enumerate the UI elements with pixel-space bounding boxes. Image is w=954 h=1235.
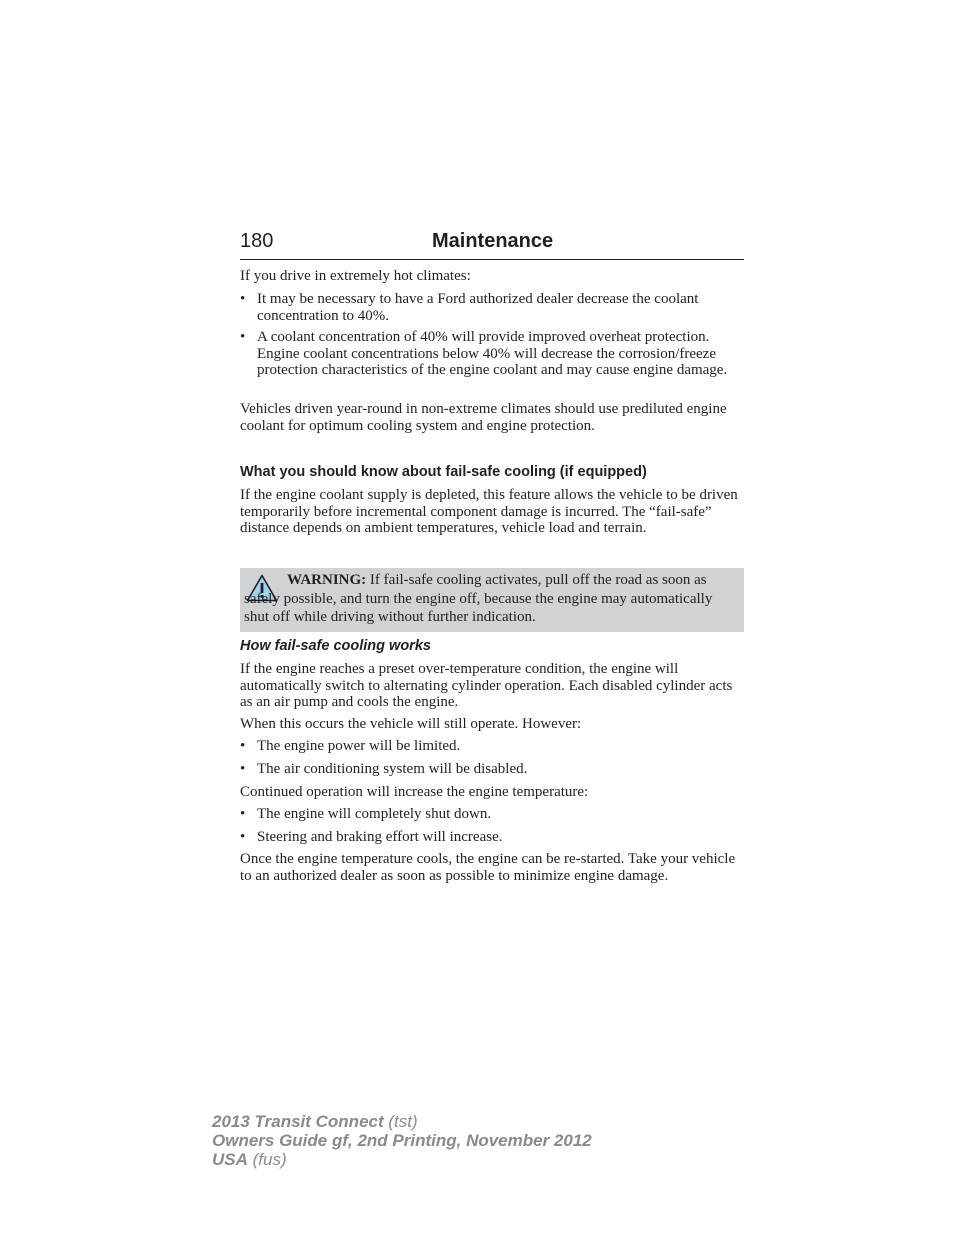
intro-paragraph: If you drive in extremely hot climates: xyxy=(240,268,471,284)
bullet-icon: • xyxy=(240,738,246,754)
list-item-text: The engine will completely shut down. xyxy=(257,806,492,822)
footer-printing: Owners Guide gf, 2nd Printing, November 2012 xyxy=(212,1131,592,1150)
operate-intro: When this occurs the vehicle will still operate. However: xyxy=(240,716,582,732)
footer-line-1 xyxy=(212,1112,592,1131)
failsafe-paragraph: If the engine coolant supply is depleted, this feature allows the vehicle to be driven temporarily before incremental component damage is incurred. The “fail-safe” distance depends on ambient temperatures, vehicle load and terrain. xyxy=(240,487,738,537)
footer-model-code: (tst) xyxy=(383,1112,418,1131)
warning-label: WARNING: xyxy=(287,572,367,588)
bullet-icon: • xyxy=(240,329,246,345)
list-item-text: A coolant concentration of 40% will provide improved overheat protection. Engine coolant concentrations below 40% will decrease the corrosion/freeze protection characteristics of the engine coolant and may cause engine damage. xyxy=(257,329,728,379)
warning-body: If fail-safe cooling activates, pull off the road as soon as safely possible, and turn the engine off, because the engine may automatically shut off while driving without further indication. xyxy=(244,572,713,625)
closing-paragraph: Once the engine temperature cools, the engine can be re-started. Take your vehicle to an authorized dealer as soon as possible to minimize engine damage. xyxy=(240,851,736,884)
list-item-text: Steering and braking effort will increase. xyxy=(257,829,503,845)
footer-line-2 xyxy=(212,1131,592,1150)
bullet-icon: • xyxy=(240,829,246,845)
footer-market: USA xyxy=(212,1150,248,1169)
list-item-text: The engine power will be limited. xyxy=(257,738,461,754)
continued-intro: Continued operation will increase the engine temperature: xyxy=(240,784,589,800)
list-item-text: It may be necessary to have a Ford authorized dealer decrease the coolant concentration to 40%. xyxy=(257,291,699,324)
page-header xyxy=(240,229,744,260)
nonextreme-paragraph: Vehicles driven year-round in non-extreme climates should use prediluted engine coolant for optimum cooling system and engine protection. xyxy=(240,401,727,434)
section-title: Maintenance xyxy=(432,230,554,252)
warning-text xyxy=(244,571,740,627)
how-paragraph: If the engine reaches a preset over-temperature condition, the engine will automatically switch to alternating cylinder operation. Each disabled cylinder acts as an air pump and cools the engine. xyxy=(240,661,733,711)
bullet-icon: • xyxy=(240,761,246,777)
bullet-icon: • xyxy=(240,291,246,307)
footer-line-3 xyxy=(212,1150,592,1169)
bullet-icon: • xyxy=(240,806,246,822)
page-number: 180 xyxy=(240,230,274,252)
list-item-text: The air conditioning system will be disabled. xyxy=(257,761,528,777)
page-footer xyxy=(212,1112,592,1169)
warning-box xyxy=(240,568,744,632)
footer-market-code: (fus) xyxy=(247,1150,287,1169)
failsafe-heading: What you should know about fail-safe cooling (if equipped) xyxy=(240,464,647,480)
how-heading: How fail-safe cooling works xyxy=(240,638,431,654)
footer-model: 2013 Transit Connect xyxy=(212,1112,384,1131)
